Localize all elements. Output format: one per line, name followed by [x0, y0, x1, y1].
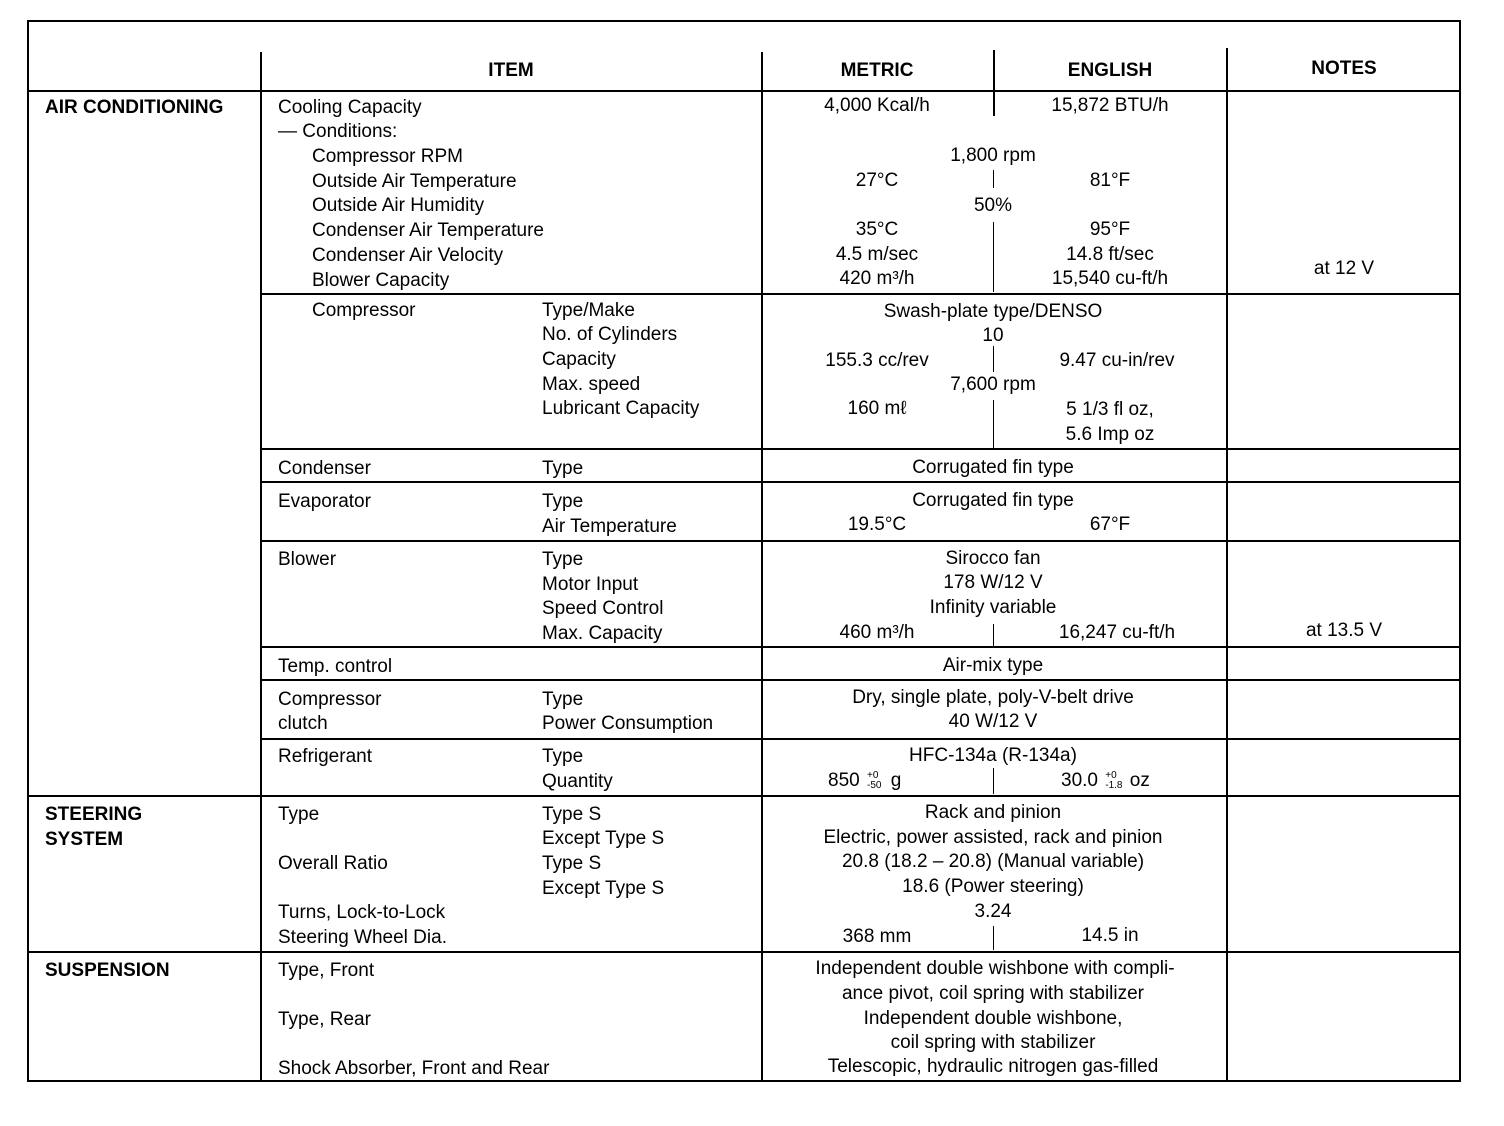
- blower-capacity-notes: at 12 V: [1313, 258, 1375, 279]
- refrigerant-qty-english-value: 30.0: [1061, 770, 1098, 791]
- evaporator-air-metric: 19.5°C: [847, 514, 907, 535]
- refrigerant-qty-metric-value: 850: [828, 770, 860, 791]
- outside-air-humidity-value: 50%: [973, 195, 1013, 216]
- blower-capacity-label: Blower Capacity: [312, 270, 450, 291]
- refrigerant-qty-english-tolerance: [1105, 771, 1122, 791]
- blower-type-value: Sirocco fan: [945, 548, 1041, 569]
- compressor-type-value: Swash-plate type/DENSO: [883, 301, 1103, 322]
- blower-motor-value: 178 W/12 V: [943, 572, 1043, 593]
- steering-ratio-s-label: Type S: [542, 853, 602, 874]
- blower-capacity-english: 15,540 cu-ft/h: [1051, 268, 1169, 289]
- steering-wheel-metric: 368 mm: [842, 926, 912, 947]
- clutch-power-value: 40 W/12 V: [948, 711, 1038, 732]
- blower-speed-value: Infinity variable: [929, 597, 1057, 618]
- steering-ratio-except-value: 18.6 (Power steering): [902, 876, 1084, 897]
- oat-divider: [993, 170, 994, 188]
- table-frame: [27, 20, 1461, 1082]
- header-notes: NOTES: [1311, 58, 1377, 79]
- suspension-rear-value-1: Independent double wishbone,: [863, 1008, 1123, 1029]
- section-steering-line2: SYSTEM: [45, 829, 124, 850]
- clutch-label-1: Compressor: [278, 689, 382, 710]
- blower-speed-label: Speed Control: [542, 598, 664, 619]
- refrigerant-qty-english-tol-plus: +0: [1105, 769, 1117, 781]
- suspension-front-label: Type, Front: [278, 960, 375, 981]
- row-rule-1: [260, 293, 1461, 295]
- outside-air-temp-label: Outside Air Temperature: [312, 171, 517, 192]
- suspension-front-value-1: Independent double wishbone with compli-: [815, 958, 1175, 979]
- section-air-conditioning: AIR CONDITIONING: [45, 97, 224, 118]
- condenser-type-label: Type: [542, 458, 584, 479]
- compressor-type-label: Type/Make: [542, 300, 635, 321]
- compressor-lub-metric: 160 mℓ: [847, 398, 907, 419]
- steering-except-s-label: Except Type S: [542, 828, 665, 849]
- cap-divider: [993, 346, 994, 372]
- compressor-cyl-label: No. of Cylinders: [542, 324, 678, 345]
- condenser-label: Condenser: [278, 458, 371, 479]
- blower-type-label: Type: [542, 549, 584, 570]
- col-divider-english-header: [993, 50, 995, 94]
- wheel-divider: [993, 926, 994, 950]
- row-rule-5: [260, 646, 1461, 648]
- blower-label: Blower: [278, 549, 337, 570]
- blower-maxcap-notes: at 13.5 V: [1305, 620, 1383, 641]
- steering-turns-label: Turns, Lock-to-Lock: [278, 902, 446, 923]
- section-rule-steering: [27, 795, 1461, 797]
- ref-divider: [993, 768, 994, 794]
- steering-ratio-label: Overall Ratio: [278, 853, 388, 874]
- section-rule-suspension: [27, 951, 1461, 953]
- lub-divider: [993, 400, 994, 448]
- suspension-rear-label: Type, Rear: [278, 1009, 371, 1030]
- outside-air-temp-metric: 27°C: [855, 170, 899, 191]
- refrigerant-qty-metric-tol-minus: -50: [866, 779, 882, 791]
- evaporator-air-label: Air Temperature: [542, 516, 677, 537]
- header-rule: [27, 90, 1461, 92]
- cooling-capacity-label: Cooling Capacity: [278, 97, 422, 118]
- compressor-speed-label: Max. speed: [542, 374, 641, 395]
- condenser-air-temp-label: Condenser Air Temperature: [312, 220, 544, 241]
- refrigerant-qty-metric: [828, 770, 901, 792]
- refrigerant-qty-metric-unit: g: [890, 770, 902, 791]
- compressor-lub-label: Lubricant Capacity: [542, 398, 700, 419]
- condenser-air-temp-english: 95°F: [1089, 219, 1131, 240]
- row-rule-7: [260, 738, 1461, 740]
- compressor-speed-value: 7,600 rpm: [950, 374, 1036, 395]
- suspension-shock-value: Telescopic, hydraulic nitrogen gas-filled: [827, 1056, 1159, 1077]
- conditions-label: — Conditions:: [278, 121, 398, 142]
- refrigerant-qty-metric-tolerance: [867, 771, 881, 791]
- refrigerant-type-value: HFC-134a (R-134a): [909, 745, 1077, 766]
- clutch-type-label: Type: [542, 689, 584, 710]
- evaporator-air-english: 67°F: [1089, 514, 1131, 535]
- row-rule-2: [260, 448, 1461, 450]
- header-metric: METRIC: [840, 60, 914, 81]
- compressor-cap-metric: 155.3 cc/rev: [825, 350, 929, 371]
- cc-divider: [993, 94, 995, 116]
- temp-control-value: Air-mix type: [942, 655, 1044, 676]
- row-rule-6: [260, 679, 1461, 681]
- refrigerant-qty-label: Quantity: [542, 771, 613, 792]
- cooling-capacity-english: 15,872 BTU/h: [1051, 95, 1169, 116]
- section-suspension: SUSPENSION: [45, 960, 170, 981]
- compressor-label: Compressor: [312, 300, 416, 321]
- evaporator-label: Evaporator: [278, 491, 371, 512]
- compressor-rpm-value: 1,800 rpm: [950, 145, 1036, 166]
- compressor-cyl-value: 10: [982, 325, 1004, 346]
- blower-maxcap-english: 16,247 cu-ft/h: [1058, 622, 1176, 643]
- condenser-air-temp-metric: 35°C: [855, 219, 899, 240]
- header-item: ITEM: [488, 60, 534, 81]
- steering-wheel-english: 14.5 in: [1081, 925, 1139, 946]
- section-steering-line1: STEERING: [45, 804, 143, 825]
- blower-capacity-metric: 420 m³/h: [839, 268, 915, 289]
- steering-except-s-value: Electric, power assisted, rack and pinion: [823, 827, 1163, 848]
- compressor-rpm-label: Compressor RPM: [312, 146, 463, 167]
- clutch-type-value: Dry, single plate, poly-V-belt drive: [852, 687, 1134, 708]
- compressor-cap-english: 9.47 cu-in/rev: [1059, 350, 1175, 371]
- evaporator-type-label: Type: [542, 491, 584, 512]
- blower-motor-label: Motor Input: [542, 574, 639, 595]
- condenser-air-velocity-label: Condenser Air Velocity: [312, 245, 504, 266]
- compressor-lub-english-1: 5 1/3 fl oz,: [1066, 399, 1154, 420]
- steering-type-s-label: Type S: [542, 804, 602, 825]
- blower-divider: [993, 624, 994, 646]
- clutch-label-2: clutch: [278, 713, 328, 734]
- suspension-shock-label: Shock Absorber, Front and Rear: [278, 1058, 550, 1079]
- cond-divider: [993, 222, 994, 292]
- cooling-capacity-metric: 4,000 Kcal/h: [824, 95, 930, 116]
- header-english: ENGLISH: [1067, 60, 1153, 81]
- refrigerant-label: Refrigerant: [278, 746, 372, 767]
- refrigerant-type-label: Type: [542, 746, 584, 767]
- blower-maxcap-label: Max. Capacity: [542, 623, 663, 644]
- row-rule-3: [260, 481, 1461, 483]
- steering-ratio-s-value: 20.8 (18.2 – 20.8) (Manual variable): [841, 851, 1145, 872]
- suspension-front-value-2: ance pivot, coil spring with stabilizer: [841, 983, 1145, 1004]
- steering-type-s-value: Rack and pinion: [924, 802, 1062, 823]
- steering-ratio-except-label: Except Type S: [542, 878, 665, 899]
- refrigerant-qty-english: [1061, 770, 1150, 792]
- clutch-power-label: Power Consumption: [542, 713, 714, 734]
- evaporator-type-value: Corrugated fin type: [912, 490, 1074, 511]
- compressor-lub-english-2: 5.6 Imp oz: [1065, 424, 1155, 445]
- refrigerant-qty-metric-tol-plus: +0: [866, 769, 879, 781]
- steering-type-label: Type: [278, 804, 320, 825]
- outside-air-humidity-label: Outside Air Humidity: [312, 195, 485, 216]
- blower-maxcap-metric: 460 m³/h: [839, 622, 915, 643]
- condenser-air-velocity-english: 14.8 ft/sec: [1066, 244, 1154, 265]
- suspension-rear-value-2: coil spring with stabilizer: [890, 1032, 1096, 1053]
- col-divider-notes: [1226, 48, 1228, 1082]
- steering-wheel-label: Steering Wheel Dia.: [278, 927, 447, 948]
- col-divider-item: [260, 52, 262, 1082]
- condenser-air-velocity-metric: 4.5 m/sec: [835, 244, 919, 265]
- steering-turns-value: 3.24: [974, 901, 1012, 922]
- temp-control-label: Temp. control: [278, 656, 393, 677]
- condenser-type-value: Corrugated fin type: [912, 457, 1074, 478]
- compressor-cap-label: Capacity: [542, 349, 616, 370]
- outside-air-temp-english: 81°F: [1089, 170, 1131, 191]
- refrigerant-qty-english-tol-minus: -1.8: [1105, 779, 1123, 791]
- col-divider-metric: [761, 52, 763, 1082]
- row-rule-4: [260, 540, 1461, 542]
- refrigerant-qty-english-unit: oz: [1129, 770, 1150, 791]
